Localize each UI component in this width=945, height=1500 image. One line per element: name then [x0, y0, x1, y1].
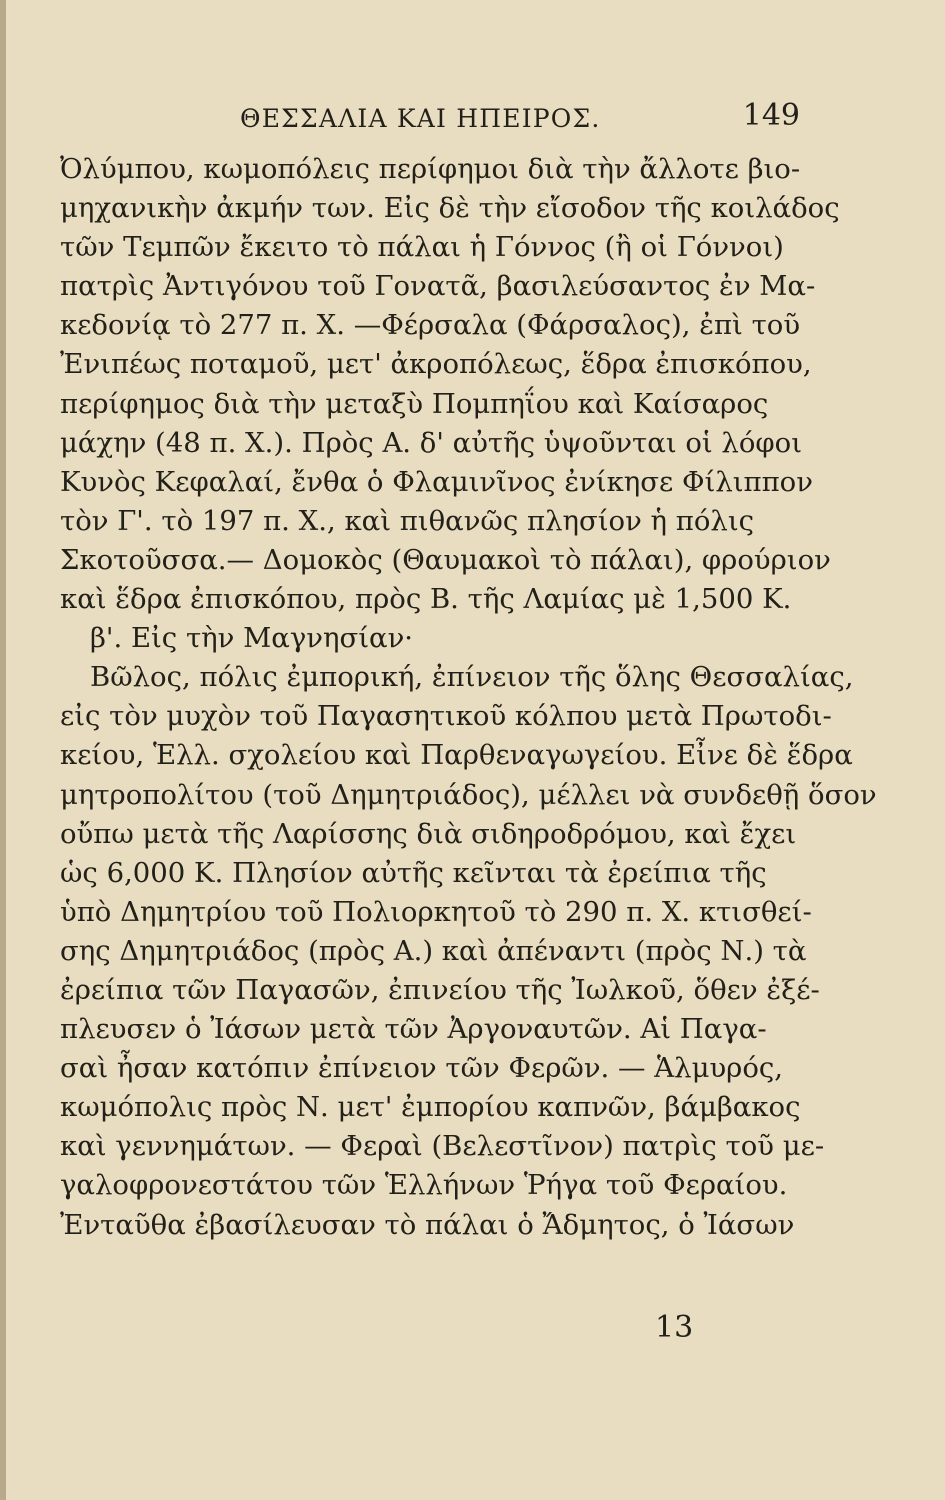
text-line: μάχην (48 π. Χ.). Πρὸς Α. δ' αὐτῆς ὑψοῦνται οἱ λόφοι	[60, 426, 803, 459]
text-line: ὡς 6,000 Κ. Πλησίον αὐτῆς κεῖνται τὰ ἐρείπια τῆς	[60, 856, 767, 889]
page-header	[240, 98, 800, 138]
text-line: τῶν Τεμπῶν ἔκειτο τὸ πάλαι ἡ Γόννος (ἢ οἱ Γόννοι)	[60, 231, 784, 264]
text-line: Κυνὸς Κεφαλαί, ἔνθα ὁ Φλαμινῖνος ἐνίκησε Φίλιππον	[60, 465, 813, 498]
text-line: Σκοτοῦσσα.— Δομοκὸς (Θαυμακοὶ τὸ πάλαι), φρούριον	[60, 543, 831, 576]
page-gutter	[0, 0, 6, 1500]
text-line: καὶ ἕδρα ἐπισκόπου, πρὸς Β. τῆς Λαμίας μὲ 1,500 Κ.	[60, 583, 792, 616]
text-line: Ὀλύμπου, κωμοπόλεις περίφημοι διὰ τὴν ἄλλοτε βιο-	[60, 153, 801, 185]
text-line: οὔπω μετὰ τῆς Λαρίσσης διὰ σιδηροδρόμου, καὶ ἔχει	[60, 817, 797, 850]
text-line: Βῶλος, πόλις ἐμπορική, ἐπίνειον τῆς ὅλης Θεσσαλίας,	[90, 661, 854, 694]
text-line: ἐρείπια τῶν Παγασῶν, ἐπινείου τῆς Ἰωλκοῦ, ὅθεν ἐξέ-	[60, 973, 820, 1006]
text-line: Ἐνταῦθα ἐβασίλευσαν τὸ πάλαι ὁ Ἄδμητος, ὁ Ἰάσων	[60, 1208, 795, 1241]
signature-mark: 13	[655, 1310, 694, 1345]
running-title: ΘΕΣΣΑΛΙΑ ΚΑΙ ΗΠΕΙΡΟΣ.	[240, 104, 601, 133]
text-line: κωμόπολις πρὸς Ν. μετ' ἐμπορίου καπνῶν, βάμβακος	[60, 1091, 801, 1124]
text-line: κεδονίᾳ τὸ 277 π. Χ. —Φέρσαλα (Φάρσαλος), ἐπὶ τοῦ	[60, 309, 801, 342]
text-line: πατρὶς Ἀντιγόνου τοῦ Γονατᾶ, βασιλεύσαντος ἐν Μα-	[60, 270, 816, 303]
text-line: πλευσεν ὁ Ἰάσων μετὰ τῶν Ἀργοναυτῶν. Αἱ Παγα-	[60, 1013, 767, 1046]
text-line: σαὶ ἦσαν κατόπιν ἐπίνειον τῶν Φερῶν. — Ἁλμυρός,	[60, 1052, 784, 1085]
text-line: εἰς τὸν μυχὸν τοῦ Παγασητικοῦ κόλπου μετὰ Πρωτοδι-	[60, 700, 832, 733]
body-text	[60, 150, 877, 1245]
text-line: ὑπὸ Δημητρίου τοῦ Πολιορκητοῦ τὸ 290 π. Χ. κτισθεί-	[60, 895, 812, 928]
text-line: περίφημος διὰ τὴν μεταξὺ Πομπηΐου καὶ Καίσαρος	[60, 387, 769, 420]
text-line: σης Δημητριάδος (πρὸς Α.) καὶ ἀπέναντι (πρὸς Ν.) τὰ	[60, 934, 807, 967]
text-line: γαλοφρονεστάτου τῶν Ἑλλήνων Ῥήγα τοῦ Φεραίου.	[60, 1169, 788, 1202]
section-heading-line: β'. Εἰς τὴν Μαγνησίαν·	[90, 622, 414, 655]
text-line: μηχανικὴν ἀκμήν των. Εἰς δὲ τὴν εἴσοδον τῆς κοιλάδος	[60, 192, 840, 225]
text-line: Ἐνιπέως ποταμοῦ, μετ' ἀκροπόλεως, ἕδρα ἐπισκόπου,	[60, 348, 812, 381]
page-number: 149	[742, 98, 800, 133]
text-line: κείου, Ἑλλ. σχολείου καὶ Παρθεναγωγείου. Εἶνε δὲ ἕδρα	[60, 739, 853, 772]
text-line: μητροπολίτου (τοῦ Δημητριάδος), μέλλει νὰ συνδεθῇ ὅσον	[60, 778, 877, 811]
text-line: καὶ γεννημάτων. — Φεραὶ (Βελεστῖνον) πατρὶς τοῦ με-	[60, 1130, 825, 1163]
text-line: τὸν Γ'. τὸ 197 π. Χ., καὶ πιθανῶς πλησίον ἡ πόλις	[60, 504, 755, 537]
